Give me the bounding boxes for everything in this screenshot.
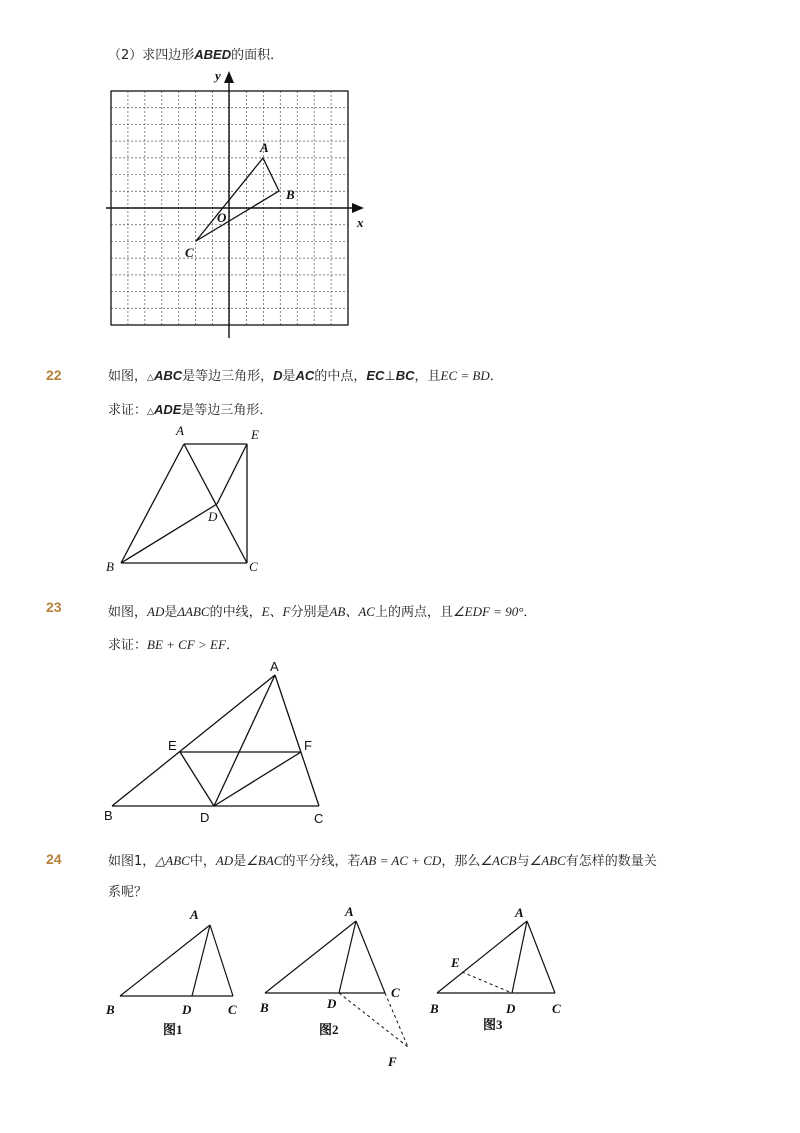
q24-text: ，那么 — [441, 854, 481, 869]
dashed-segment-cf — [385, 993, 408, 1047]
segment-ac — [527, 921, 555, 993]
q23-ef: E、F — [261, 604, 291, 619]
q22-bc: BC — [395, 368, 415, 383]
fig1-label-a: A — [190, 907, 199, 922]
segment-ad — [192, 925, 210, 996]
q22-label-d: D — [208, 509, 218, 524]
fig1-label-b: B — [106, 1002, 115, 1017]
fig1-label-d: D — [182, 1002, 192, 1017]
q24-angle-abc: ∠ABC — [529, 853, 566, 868]
q23-text: 上的两点，且 — [374, 605, 453, 620]
fig3-label-e: E — [451, 955, 460, 970]
q24-text: 有怎样的数量关 — [565, 854, 657, 869]
fig2-label-b: B — [260, 1000, 269, 1015]
q22-text: 是 — [282, 369, 296, 384]
q24-equation: AB = AC + CD — [360, 853, 442, 868]
q23-text: ． — [523, 605, 537, 620]
q24-figure-1 — [105, 907, 237, 1037]
q24-angle-bac: ∠BAC — [246, 853, 283, 868]
segment-ab — [120, 925, 210, 996]
q23-inequality: BE + CF > EF — [147, 637, 226, 652]
q24-text: 如图1， — [108, 854, 156, 869]
q23-text: 的中线， — [209, 605, 262, 620]
fig3-label-d: D — [506, 1001, 516, 1016]
dashed-segment-ed — [462, 972, 512, 993]
q24-text: 中， — [189, 854, 216, 869]
q22-text: 如图， — [108, 369, 148, 384]
q22-text: ． — [489, 369, 503, 384]
point-label-a: A — [260, 140, 269, 155]
q21-part2-prefix: （2）求四边形 — [108, 48, 195, 63]
q24-angle-acb: ∠ACB — [480, 853, 517, 868]
fig3-label-b: B — [430, 1001, 439, 1016]
question-number-24: 24 — [46, 851, 62, 867]
dashed-segment-df — [339, 993, 408, 1047]
q24-triangle: △ABC — [155, 853, 190, 868]
point-label-c: C — [185, 245, 194, 260]
q23-text: 是 — [164, 605, 178, 620]
q23-label-d: D — [200, 810, 210, 825]
q22-label-b: B — [106, 559, 114, 574]
fig3-label-a: A — [515, 905, 524, 920]
q24-text: 是 — [233, 854, 247, 869]
q22-ade: ADE — [153, 402, 182, 417]
q23-text: ． — [225, 638, 239, 653]
q22-text: 的中点， — [314, 369, 367, 384]
q23-label-e: E — [168, 738, 177, 753]
q22-equation: EC = BD — [440, 368, 490, 383]
q23-text: 分别是 — [290, 605, 330, 620]
q23-ad: AD — [147, 604, 165, 619]
fig1-caption: 图1 — [163, 1022, 183, 1037]
q22-label-c: C — [249, 559, 258, 574]
q24-figure-3 — [429, 905, 561, 1032]
q22-text: ，且 — [414, 369, 441, 384]
perp-symbol: ⊥ — [384, 369, 396, 384]
origin-label: O — [217, 210, 227, 225]
q24-text: 与 — [516, 854, 530, 869]
q23-label-f: F — [304, 738, 312, 753]
y-label: y — [215, 68, 221, 83]
fig2-label-a: A — [345, 904, 354, 919]
q23-triangle: ΔABC — [177, 604, 210, 619]
q22-label-a: A — [176, 423, 184, 438]
q22-text: 是等边三角形． — [181, 403, 273, 418]
x-label: x — [357, 215, 364, 230]
q22-ac: AC — [295, 368, 315, 383]
triangle-symbol: △ — [147, 373, 154, 383]
triangle-symbol: △ — [147, 407, 154, 417]
q22-abc: ABC — [153, 368, 183, 383]
q22-text: 求证： — [108, 403, 148, 418]
fig2-label-c: C — [391, 985, 400, 1000]
fig3-label-c: C — [552, 1001, 561, 1016]
fig1-label-c: C — [228, 1002, 237, 1017]
segment-ac — [356, 921, 385, 993]
q23-label-a: A — [270, 659, 279, 674]
segment-ab — [265, 921, 356, 993]
segment-ac — [210, 925, 233, 996]
q22-text: 是等边三角形， — [182, 369, 274, 384]
q24-figure-2 — [259, 904, 408, 1069]
q23-text: 求证： — [108, 638, 148, 653]
q22-label-e: E — [251, 427, 259, 442]
q22-d: D — [273, 368, 283, 383]
q21-part2-suffix: 的面积． — [231, 48, 284, 63]
question-number-23: 23 — [46, 599, 62, 615]
point-label-b: B — [286, 187, 295, 202]
question-number-22: 22 — [46, 367, 62, 383]
q23-label-c: C — [314, 811, 324, 826]
q24-ad: AD — [215, 853, 234, 868]
q23-abac: AB、AC — [329, 604, 375, 619]
fig2-label-d: D — [327, 996, 337, 1011]
q24-text: 的平分线，若 — [282, 854, 361, 869]
fig2-label-f: F — [388, 1054, 397, 1069]
fig3-caption: 图3 — [483, 1017, 503, 1032]
q23-angle: ∠EDF = 90° — [453, 604, 524, 619]
q21-part2-shape: ABED — [194, 47, 232, 62]
q23-text: 如图， — [108, 605, 148, 620]
q24-line2: 系呢？ — [108, 885, 148, 900]
q22-ec: EC — [366, 368, 385, 383]
fig2-caption: 图2 — [319, 1022, 339, 1037]
q23-label-b: B — [104, 808, 113, 823]
